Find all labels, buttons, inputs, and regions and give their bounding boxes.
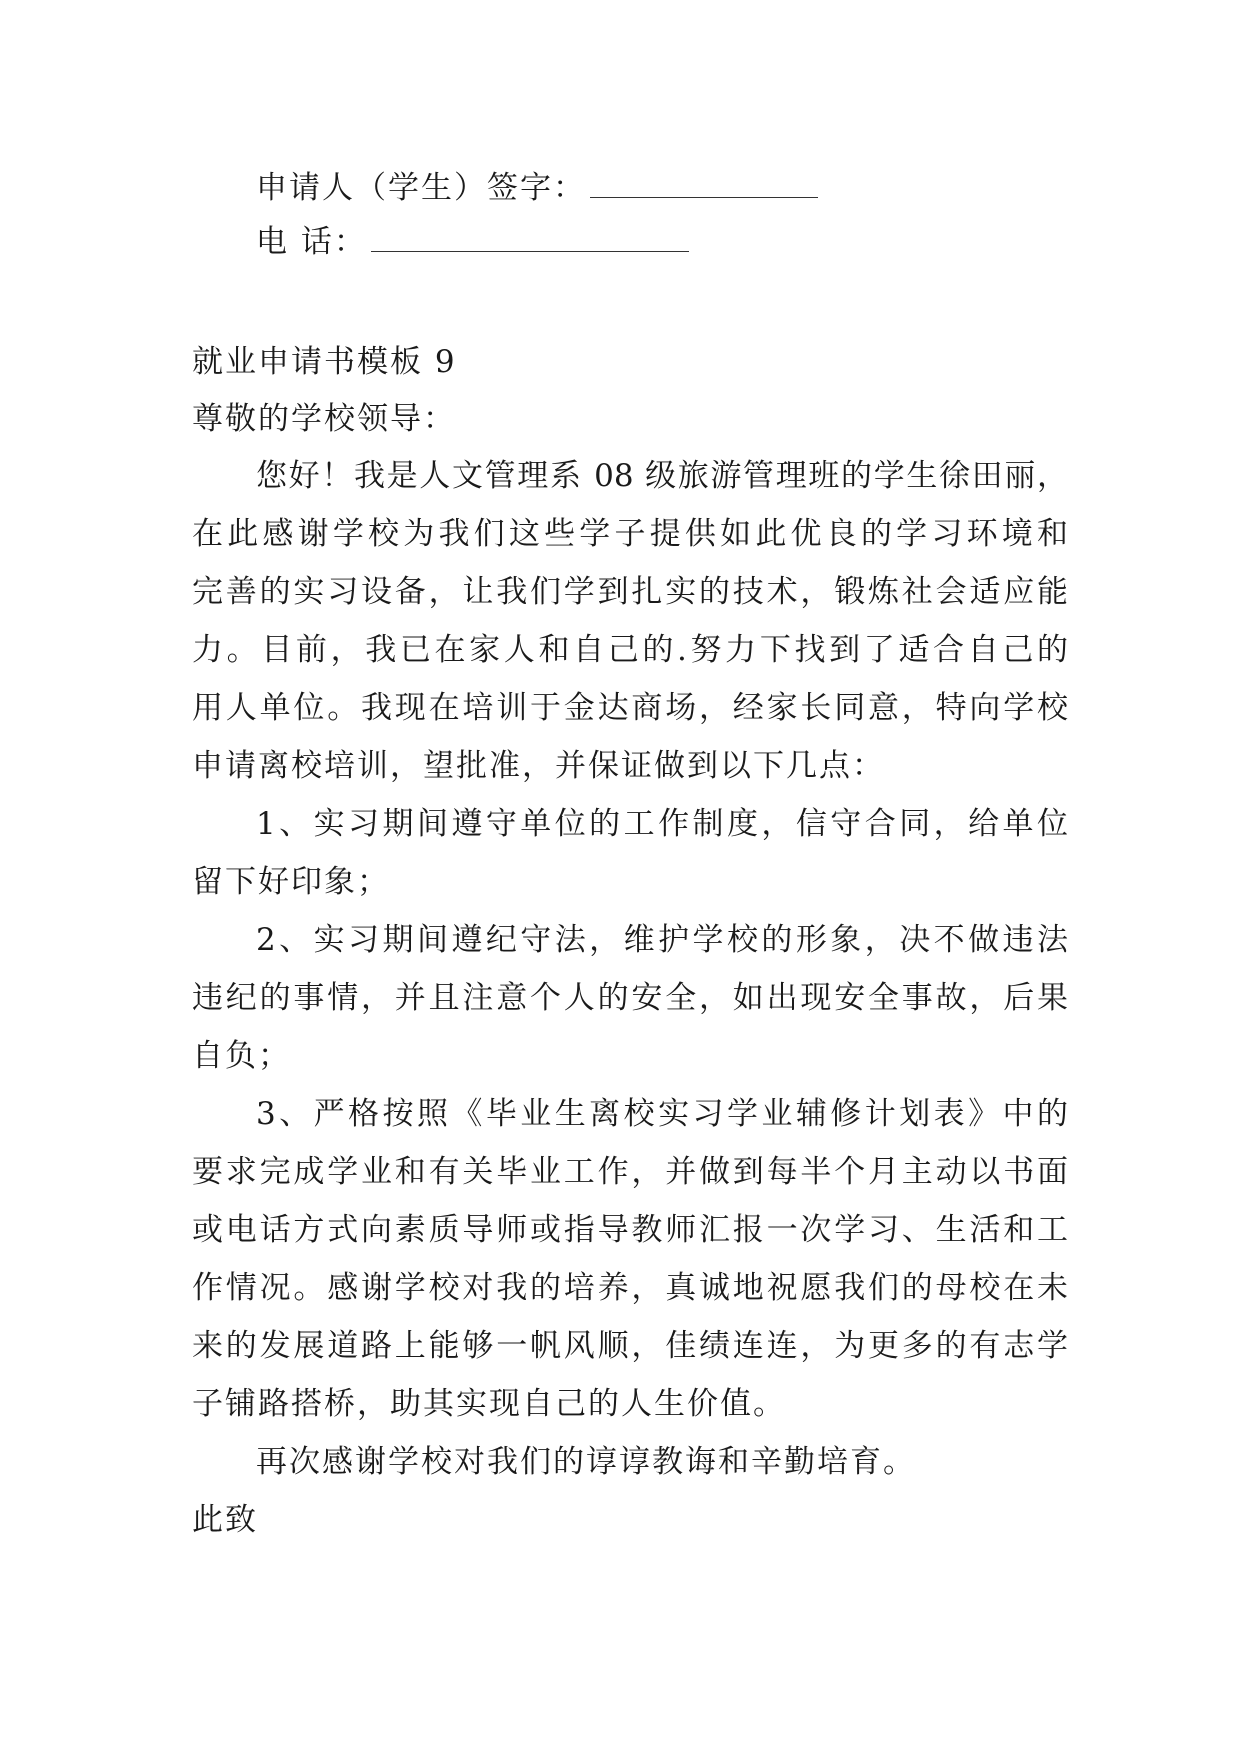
applicant-signature-line — [256, 168, 818, 208]
list-item-line: 3、严格按照《毕业生离校实习学业辅修计划表》中的 — [256, 1096, 1068, 1132]
applicant-signature-blank — [590, 171, 818, 198]
paragraph-line: 力。目前，我已在家人和自己的.努力下找到了适合自己的 — [192, 632, 1068, 668]
list-item-line: 或电话方式向素质导师或指导教师汇报一次学习、生活和工 — [192, 1212, 1068, 1248]
paragraph-line: 申请离校培训，望批准，并保证做到以下几点： — [192, 748, 885, 784]
list-item-line: 来的发展道路上能够一帆风顺，佳绩连连，为更多的有志学 — [192, 1328, 1068, 1364]
paragraph-line: 在此感谢学校为我们这些学子提供如此优良的学习环境和 — [192, 516, 1068, 552]
section-title: 就业申请书模板 9 — [192, 344, 457, 380]
list-item-line: 作情况。感谢学校对我的培养，真诚地祝愿我们的母校在未 — [192, 1270, 1068, 1306]
paragraph-line: 用人单位。我现在培训于金达商场，经家长同意，特向学校 — [192, 690, 1068, 726]
list-item-line: 留下好印象； — [192, 864, 390, 900]
list-item-line: 自负； — [192, 1038, 291, 1074]
paragraph-line: 您好！我是人文管理系 08 级旅游管理班的学生徐田丽， — [256, 458, 1068, 494]
phone-blank — [371, 225, 689, 252]
salutation: 尊敬的学校领导： — [192, 401, 456, 437]
phone-line — [256, 222, 689, 262]
paragraph-line: 完善的实习设备，让我们学到扎实的技术，锻炼社会适应能 — [192, 574, 1068, 610]
list-item-line: 子铺路搭桥，助其实现自己的人生价值。 — [192, 1386, 786, 1422]
list-item-line: 1、实习期间遵守单位的工作制度，信守合同，给单位 — [256, 806, 1068, 842]
list-item-line: 要求完成学业和有关毕业工作，并做到每半个月主动以书面 — [192, 1154, 1068, 1190]
list-item-line: 违纪的事情，并且注意个人的安全，如出现安全事故，后果 — [192, 980, 1068, 1016]
thanks-line: 再次感谢学校对我们的谆谆教诲和辛勤培育。 — [256, 1444, 916, 1480]
closing-line: 此致 — [192, 1502, 258, 1538]
list-item-line: 2、实习期间遵纪守法，维护学校的形象，决不做违法 — [256, 922, 1068, 958]
phone-label: 电 话： — [256, 224, 367, 260]
applicant-signature-label: 申请人（学生）签字： — [256, 170, 586, 206]
